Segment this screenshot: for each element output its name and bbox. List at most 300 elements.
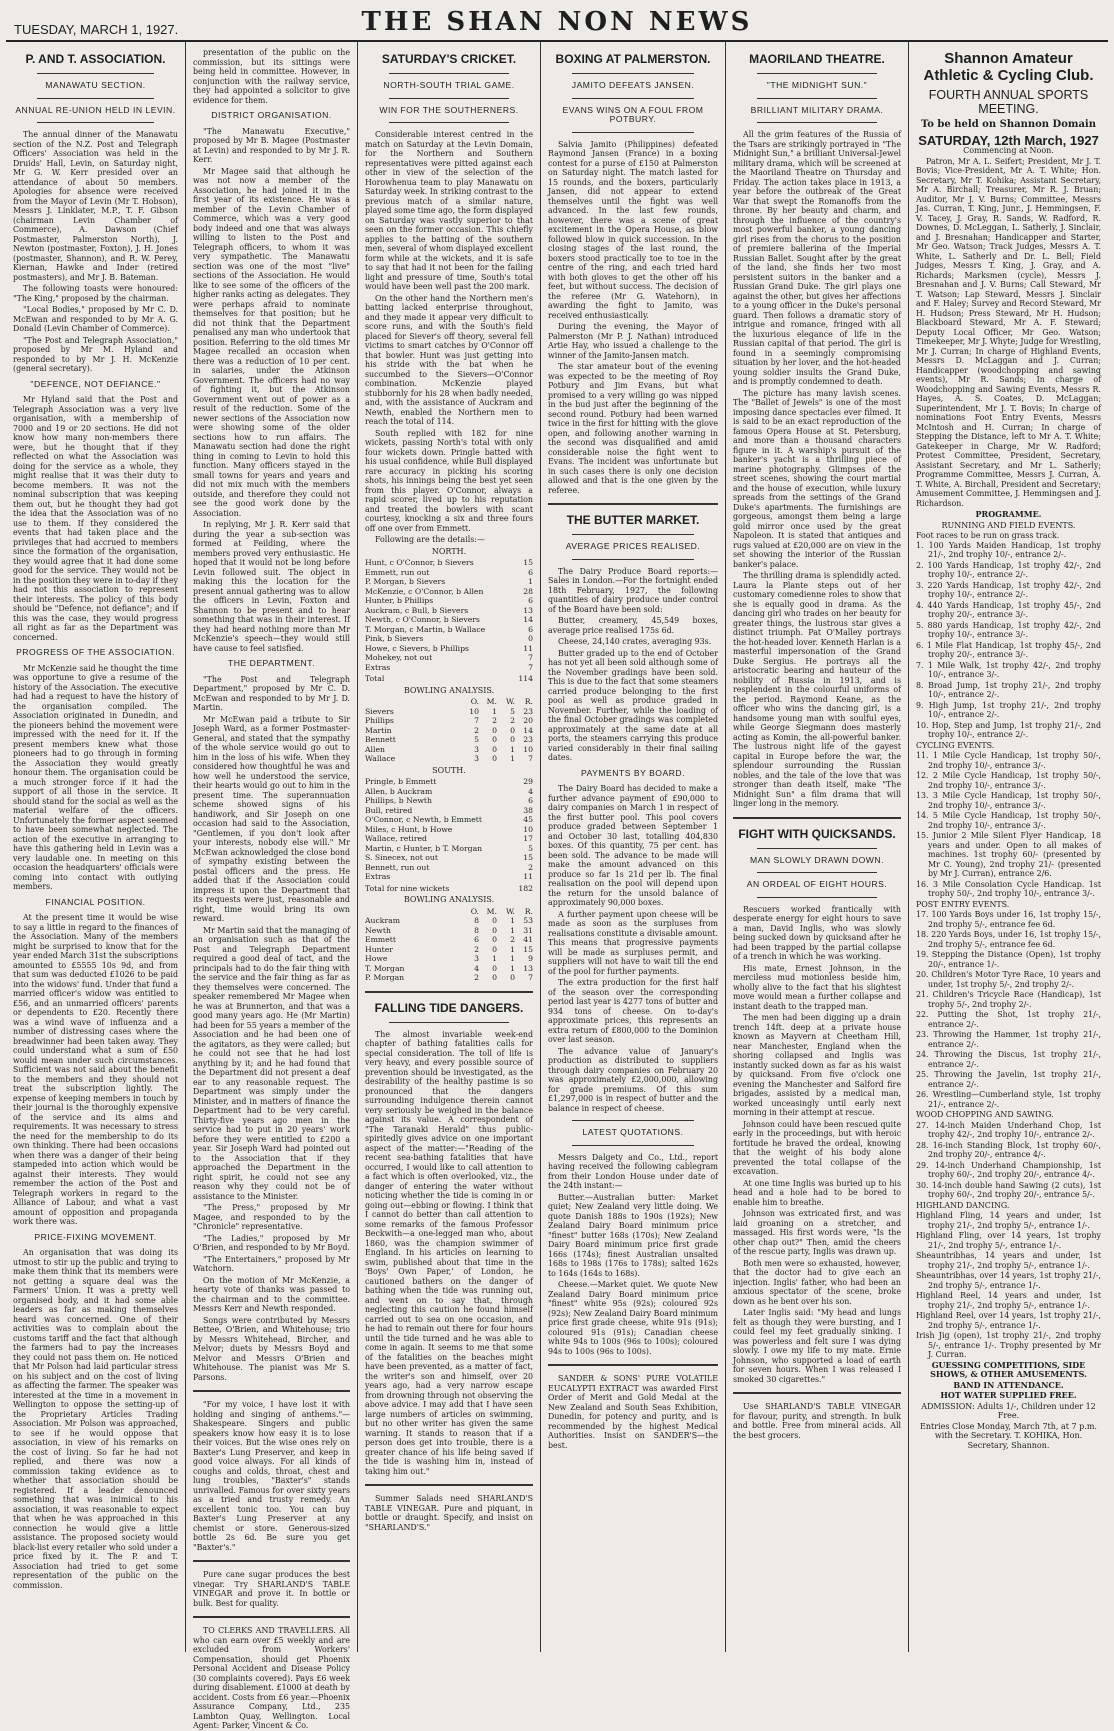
paragraph: Butter.—Australian butter: Market quiet; New Zealand very little doing. We quote Danish 188s to 190s (192s); New Zealand Dairy Board minimum price "finest" butter 168s (170s); New Zealand Dairy Board minimum price first grade 166s (174s); finest Australian unsalted 168s to 198s (176s to 178s); salted 162s to 164s (164s to 168s). (548, 1192, 718, 1278)
subhead: "THE MIDNIGHT SUN." (766, 80, 868, 90)
batsman-cell: Extras (365, 662, 391, 672)
article-body (733, 905, 901, 1385)
batsman-cell: Pink, b Sievers (365, 634, 424, 643)
stat-cell: 2 (474, 944, 479, 954)
divider (757, 122, 877, 123)
list-item: 5. 880 yards Handicap, 1st trophy 42/-, 2nd trophy 10/-, entrance 3/-. (916, 620, 1101, 639)
stat-cell: 9 (528, 954, 533, 963)
paragraph: At the present time it would be wise to say a little in regard to the finances of the Association. Many of the members might be surprised to know that for the year ended March 31st the subscriptions amounted to £5555 10s 9d, and from that sum was deducted £1026 to be paid into the widows' fund. Under that fund a married officer's widow was entitled to £56, and an unmarried officers' parents or dependents to £20. Recently there was a wind wave of influenza and a number of distressing cases where the breadwinner had been taken away. They could understand what a sum of £50 would mean under such circumstances. Sufficient was not said about the benefit to the members and they should not treat the subscription lightly. The expense of keeping members in touch by their journal is the thoroughly expensive of the service and its aims and requirements. It was necessary to stress the need for the membership to do its own thinking. There had been occasions when there was a danger of their being stampeded into action which would be against their interests. They would remember the action of the Post and Telegraph workers in regard to the Alliance of Labour, and what a vast amount of opposition and propaganda work there was. (13, 913, 178, 1226)
paragraph: "The Entertainers," proposed by Mr Watchorn. (193, 1254, 350, 1273)
issue-date: TUESDAY, MARCH 1, 1927. (14, 22, 179, 37)
list-item: HIGHLAND DANCING. (916, 1200, 1010, 1210)
table-row (365, 596, 533, 606)
subhead: DISTRICT ORGANISATION. (211, 110, 332, 120)
stat-cell: 1 (510, 963, 515, 973)
table-row (365, 745, 533, 755)
stat-cell: 0 (492, 963, 497, 973)
table-row (365, 735, 533, 745)
table-row (365, 916, 533, 926)
programme-note: Foot races to be run on grass track. (916, 531, 1060, 540)
table-row (365, 653, 533, 663)
paragraph: The advance value of January's production as distributed to suppliers through dairy companies on February 20 was approximately £2,000,000, allowing for grade premiums. Of this sum £1,297,000 is in respect of butter and the balance in respect of cheese. (548, 1046, 718, 1113)
list-item: 1. 100 Yards Maiden Handicap, 1st trophy 21/-, 2nd trophy 10/-, entrance 2/-. (916, 540, 1101, 559)
list-item: WOOD CHOPPING AND SAWING. (916, 1110, 1054, 1119)
batsman-cell: Mohekey, not out (365, 653, 433, 662)
list-item: 21. Children's Tricycle Race (Handicap), 1st trophy 5/-, 2nd trophy 2/-. (916, 990, 1101, 1009)
stat-cell: 1 (510, 954, 515, 963)
amusements-note: GUESSING COMPETITIONS, SIDE SHOWS, & OTHER AMUSEMENTS. (930, 1359, 1087, 1379)
paragraph: The Dairy Produce Board reports:—Sales in London.—For the fortnight ended 18th February, 1927, the following quantities of dairy produce under control of the Board have been sold: (548, 566, 718, 614)
divider (572, 73, 694, 74)
article-body (548, 784, 718, 1113)
table-row (365, 606, 533, 616)
stat-cell: 2 (510, 935, 515, 944)
headline-butter: THE BUTTER MARKET. (566, 513, 700, 527)
batsman-cell: Wallace, retired (365, 834, 427, 843)
list-item: 18. 220 Yards Boys, under 16, 1st trophy 15/-, 2nd trophy 5/-, entrance fee 6d. (916, 930, 1101, 949)
list-item: 15. Junior 2 Mile Silent Flyer Handicap, 18 years and under. Open to all makes of machines. 1st trophy 60/- (presented by Mr C. Young), 2nd trophy 21/- (presented by Mr J. Curran), entrance 2/6. (916, 831, 1101, 878)
bowler-cell: Martin (365, 725, 392, 735)
list-item: 27. 14-inch Maiden Underhand Chop, 1st trophy 42/-, 2nd trophy 10/-, entrance 2/-. (916, 1120, 1101, 1139)
list-item: 13. 3 Mile Cycle Handicap, 1st trophy 50/-, 2nd trophy 10/-, entrance 3/-. (916, 791, 1101, 810)
divider (193, 1616, 350, 1618)
paragraph: At one time Inglis was buried up to his head and a hole had to be bored to enable him to breathe. (733, 1178, 901, 1207)
subhead: EVANS WINS ON A FOUL FROM POTBURY. (562, 104, 704, 124)
batsman-cell: P. Morgan, b Sievers (365, 577, 446, 586)
header-cell: R. (524, 906, 533, 916)
stat-cell: 6 (474, 935, 479, 944)
batsman-cell: Extras (365, 872, 391, 881)
subhead: MAN SLOWLY DRAWN DOWN. (749, 854, 885, 865)
runs-cell: 38 (523, 805, 533, 815)
paragraph: The Dairy Board has decided to make a further advance payment of £90,000 to dairy companies on March 1 in respect of the first butter pool. This pool covers produce graded between September 1 and October 30 last, totalling 404,830 boxes. Of this quantity, 75 per cent. has been sold. The advance to be made will make the amount advanced on this produce so far 1s 21d per lb. The final realisation on the pool will depend upon the return for the unsold balance of approximately 90,000 boxes. (548, 784, 718, 907)
stat-cell: 1 (492, 706, 497, 716)
table-row (365, 754, 533, 764)
list-item: 8. Broad Jump, 1st trophy 21/-, 2nd trophy 10/-, entrance 2/-. (916, 680, 1101, 699)
stat-cell: 53 (523, 916, 533, 925)
stat-cell: 0 (510, 973, 515, 982)
runs-cell: 0 (528, 634, 533, 643)
paragraph: Mr Hyland said that the Post and Telegraph Association was a very live organisation, with a membership of 7000 and 19 or 20 sections. He did not know how many non-members there were, but he thought that if they reflected on what the Association was doing for the service as a whole, they might realise that it was their duty to become members. It was not the nominal subscription that was keeping them out, but he thought they had got the idea that the Association was of no use to them. If they considered the events that had taken place and the privileges that had accrued to members since the formation of the organisation, they would agree that it had done some good for the service. They would not be in the position they were in to-day if they had not this association to represent their interests. The policy of this body should be "Defence, not defiance"; and if this was the case, they would progress all right as far as the Department was concerned. (13, 395, 178, 642)
subhead: PRICE-FIXING MOVEMENT. (34, 1231, 157, 1242)
bowling-analysis-1 (365, 697, 533, 764)
hot-water-note: HOT WATER SUPPLIED FREE. (940, 1390, 1077, 1400)
paragraph: Johnson was extricated first, and was laid groaning on a stretcher, and massaged. His first words were, "Is the other chap out?" Then, amid the cheers of the rescue party, Inglis was drawn up. (733, 1209, 901, 1256)
stat-cell: 1 (510, 925, 515, 935)
stat-cell: 13 (523, 963, 533, 973)
runs-cell: 28 (523, 586, 533, 596)
header-cell: M. (486, 906, 497, 916)
stat-cell: 1 (492, 954, 497, 963)
article-body (365, 130, 533, 545)
list-item: 7. 1 Mile Walk, 1st trophy 42/-, 2nd trophy 10/-, entrance 3/-. (916, 660, 1101, 679)
table-row (365, 663, 533, 673)
stat-cell: 0 (492, 935, 497, 944)
divider (572, 559, 694, 560)
stat-cell: 7 (528, 973, 533, 982)
table-row (365, 707, 533, 717)
paragraph: Butter graded up to the end of October has not yet all been sold although some of the November gradings have been sold. This is due to the fact that some steamers carried produce belonging to the first pool as well as produce graded in November. Further, while the loading of the final October gradings was completed approximately at the same date at all ports, the steamers carrying this produce varied considerably in their final sailing dates. (548, 648, 718, 762)
stat-cell: 23 (523, 735, 533, 744)
table-row (365, 644, 533, 654)
batsman-cell: McKenzie, c O'Connor, b Allen (365, 586, 484, 596)
table-row (365, 625, 533, 635)
runs-cell: 29 (523, 777, 533, 786)
sanders-advertisement: SANDER & SONS' PURE VOLATILE EUCALYPTI EXTRACT was awarded First Order of Merit and Gold Medal at the New Zealand and South Seas Exhibition, Dunedin, for potency and purity, and is recommended by the highest Medical Authorities. Insist on SANDER'S—the best. (548, 1374, 718, 1450)
batsman-cell: Auckram, c Bull, b Sievers (365, 605, 469, 615)
stat-cell: 0 (492, 754, 497, 763)
bowling-title: BOWLING ANALYSIS. (403, 895, 495, 904)
divider (389, 1022, 509, 1023)
subhead: LATEST QUOTATIONS. (582, 1127, 684, 1137)
table-row (365, 787, 533, 797)
subhead: FINANCIAL POSITION. (45, 896, 146, 907)
article-body (13, 130, 178, 374)
stat-cell: 2 (474, 973, 479, 982)
runs-cell: 7 (528, 653, 533, 662)
bowler-cell: Bennett (365, 735, 396, 744)
paragraph: Salvia Jamito (Philippines) defeated Raymond Jansen (France) in a boxing contest for a purse of £150 at Palmerston on Saturday night. The match lasted for 15 rounds, and the boxers, particularly Jansen, did not appear to extend themselves until the fight was well advanced. In the last few rounds, however, there was a scene of great excitement in the Opera House, as blow followed blow in quick succession. In the closing stages of the last round, the boxers stood practically toe to toe in the centre of the ring, and each tried hard with both gloves to get the other off his feet, but without success. The decision of the referee (Mr G. Watehorn), in awarding the fight to Jamito, was received enthusiastically. (548, 139, 718, 320)
runs-cell: 17 (523, 834, 533, 843)
header-cell: W. (506, 906, 515, 916)
runs-cell: 7 (528, 662, 533, 672)
runs-cell: 45 (523, 815, 533, 824)
batsman-cell: Bennett, run out (365, 862, 430, 872)
column-6-sports-advert (909, 42, 1108, 1652)
bowler-cell: Phillips (365, 716, 394, 725)
paragraph: South replied with 182 for nine wickets, passing North's total with only four wickets down. Pringle batted with his usual confidence, while Bull displayed rare accuracy in picking his scoring shots, his innings being the best yet seen from this player. O'Connor, always a rapid scorer, lived up to his reputation and treated the bowlers with scant courtesy, knocking a six and three fours off one over from Emmett. (365, 428, 533, 533)
paragraph: Both men were so exhausted, however, that the doctor had to give each an injection. Inglis' father, who had been an anxious spectator of the scene, broke down as he bent over his son. (733, 1258, 901, 1306)
club-title: Shannon Amateur Athletic & Cycling Club. (923, 50, 1094, 84)
paragraph: Messrs Dalgety and Co., Ltd., report having received the following cablegram from their London House under date of the 24th instant:— (548, 1152, 718, 1190)
column-5 (726, 42, 909, 1652)
paragraph: Mr Martin said that the managing of an organisation such as that of the Post and Telegraph Department required a good deal of tact, and the principals had to do the fair thing with the service and the fair thing as far as they themselves were concerned. The speaker remembered Mr Magee when he was at Brunnerton, and that was a good many years ago. He (Mr Martin) had been for 55 years a member of the Association and he had been one of the agitators, as they were called; but he could not see that he had lost anything by it; and he had found that the Department did not present a deaf ear to any reasonable request. The Department was simply under the Minister, and in matters of finance the Department had to be very careful. Thirty-five years ago men in the service had to put in 20 years' work before they were entitled to £200 a year. Sir Joseph Ward had pointed out to the Association that if they approached the Department in the right spirit, he could not see any reason why they could not be of assistance to the Minister. (193, 925, 350, 1201)
list-item: 2. 100 Yards Handicap, 1st trophy 42/-, 2nd trophy 10/-, entrance 2/-. (916, 560, 1101, 579)
header-cell: M. (486, 697, 497, 706)
paragraph: In replying, Mr J. R. Kerr said that during the year a sub-section was formed at Feilding, where the members proved very enthusiastic. He hoped that it would not be long before Levin followed suit. The object in making this the location for the present annual gathering was to allow the officers in Levin, Foxton and Shannon to be present and to hear something that was in their interest. If they had heard nothing more than Mr McKenzie's speech—they would still have cause to feel satisfied. (193, 520, 350, 653)
divider (37, 98, 154, 99)
list-item: 25. Throwing the Javelin, 1st trophy 21/-, entrance 2/-. (916, 1070, 1101, 1089)
headline-cricket: SATURDAY'S CRICKET. (381, 52, 517, 66)
divider (193, 1390, 350, 1392)
stat-cell: 8 (474, 925, 479, 935)
paragraph: Cheese.—Market quiet. We quote New Zealand Dairy Board minimum price "finest" white 95s (92s); coloured 92s (92s); New Zealand Dairy Board minimum price first grade cheese, white 91s (91s); coloured 91s (91s); Canadian cheese white 94s to 100s (96s to 100s); coloured 94s to 100s (96s to 100s). (548, 1280, 718, 1356)
list-item: Highland Fling, 14 years and under, 1st trophy 21/-, 2nd trophy 5/-, entrance 1/-. (916, 1211, 1101, 1230)
stat-cell: 2 (474, 725, 479, 735)
divider (365, 991, 533, 993)
stat-cell: 0 (492, 973, 497, 982)
stat-cell: 1 (510, 744, 515, 754)
officials-list: Patron, Mr A. L. Seifert; President, Mr J. T. Bovis; Vice-President, Mr A. T. White; Hon. Secretary, Mr T. Kohika; Assistant Secretary, Mr A. Birchall; Treasurer, Mr R. J. Bruan; Auditor, Mr J. V. Burns; Committee, Messrs Jas. Curran, T. King, Junr., J. Hemmingsen, F. V. Tacey, J. Gray, R. Sands, W. Radford, R. Downes, D. McLeggan, L. Satherly, J. Sinclair, and J. Bresnahan; Handicapper and Starter, Mr Geo. Watson; Track Judges, Messrs A. T. White, L. Satherly and Dr. L. Bell; Field Judges, Messrs T. King, J. Gray, and A. Richards; Marksmen (cycle), Messrs J. Bresnahan and J. V. Burns; Call Steward, Mr T. Watson; Lap Steward, Messrs J. Sinclair and F. Haley; Survey and Record Steward, Mr H. Hudson; Press Steward, Mr H. Hudson; Blackboard Steward, Mr A. F. Steward; Deputy Local Officer, Mr Geo. Watson; Timekeeper, Mr J. Whyte; Judge for Wrestling, Mr J. Curran; In charge of Highland Events, Messrs D. McLaggan and J. Curran; Handicapper (woodchopping and sawing events), Mr R. Sands; In charge of Woodchopping and Sawing Events, Messrs R. Hayes, A. S. Coates, D. McLaggan; Superintendent, Mr J. T. Bovis; In charge of nominations Foot Entry Events, Messrs McIntosh and H. Curran; In charge of Stepping the Distance, left to Mr A. T. White; Gatekeeper in Charge, Mr W. Radford; Protest Committee, President, Secretary, Assistant Secretary, and Mr L. Satherly; Programme Committee, Messrs J. Curran, A. T. White, A. Birchall, President and Secretary; Amusement Committee, J. Hemmingsen and J. Richardson. (916, 156, 1101, 508)
subhead: JAMITO DEFEATS JANSEN. (571, 80, 695, 90)
table-row (365, 815, 533, 825)
divider (548, 503, 718, 505)
article-body (193, 675, 350, 1383)
paragraph: "The Post and Telegraph Department," proposed by Mr C. D. McEwan and responded to by Mr J. D. Martin. (193, 674, 350, 712)
subhead: THE DEPARTMENT. (228, 658, 315, 668)
paragraph: The following toasts were honoured: "The King," proposed by the chairman. (13, 284, 178, 303)
meeting-title: FOURTH ANNUAL SPORTS MEETING. (928, 88, 1089, 116)
paragraph: The almost invariable week-end chapter of bathing fatalities calls for special consideration. The toll of life is very heavy, and every possible source of prevention should be investigated, as the desirability of the healthy pastime is so pronounced that the dangers surrounding indulgence therein cannot very seriously be weighed in the balance against its value. A correspondent of "The Taranaki Herald" thus public-spiritedly gives advice on one important aspect of the matter:—"Reading of the recent sea-bathing fatalities that have occurred, I would like to call attention to a fact which is often overlooked, viz., the danger of entering the water without noticing whether the tide is coming in or going out—ebbing or flowing. I think that I cannot do better than call attention to some remarks of the famous Professor Beckwith—a one-legged man who, about 1860, was the champion swimmer of England. In his articles on learning to swim, published about that time in the 'Boys' Own Paper,' of London, he cautioned bathers on the danger of bathing when the tide was running out, and went on to say that, through neglecting this caution he found himself carried out to sea on one occasion, and he had to remain out there for four hours until the tide turned and he was able to come in again. It seems to me that some of the fatalities on the beaches might have been prevented, as a matter of fact, the writer's son and himself, over 20 years ago, had a very narrow escape from drowning through not observing the above advice. I may add that I have seen large numbers of articles on swimming, but no other writer has given the same warning. It stands to reason that if a person does get into trouble, there is a greater chance of his life being saved if the tide is washing him in, instead of taking him out." (365, 1029, 533, 1476)
column-1 (6, 42, 186, 1652)
table-row (365, 884, 533, 894)
stat-cell: 1 (510, 944, 515, 954)
column-4 (541, 42, 726, 1652)
list-item: 4. 440 Yards Handicap, 1st trophy 45/-, 2nd trophy 20/-, entrance 3/-. (916, 600, 1101, 619)
paragraph: During the evening, the Mayor of Palmerston (Mr P. J. Nathan) introduced Artie Hay, who issued a challenge to the winner of the Jamito-Jansen match. (548, 322, 718, 360)
paragraph: On the motion of Mr McKenzie, a hearty vote of thanks was passed to the chairman and to the committee. Messrs Kerr and Newth responded. (193, 1275, 350, 1313)
stat-cell: 23 (523, 706, 533, 716)
list-item: Sheauntribhas, over 14 years, 1st trophy 21/-, 2nd trophy 5/-, entrance 1/-. (916, 1271, 1101, 1290)
article-body (548, 567, 718, 763)
table-row (365, 945, 533, 955)
batsman-cell: Bull, retired (365, 805, 413, 815)
total-value: 114 (518, 674, 533, 683)
bowling-analysis-2 (365, 907, 533, 983)
header-cell: W. (506, 697, 515, 706)
bowler-cell: T. Morgan (365, 963, 405, 973)
list-item: 3. 220 Yards Handicap, 1st trophy 42/-, 2nd trophy 10/-, entrance 2/-. (916, 580, 1101, 599)
subhead: AN ORDEAL OF EIGHT HOURS. (746, 879, 888, 889)
bowler-cell: Emmett (365, 935, 396, 944)
table-row (365, 674, 533, 684)
headline-theatre: MAORILAND THEATRE. (749, 52, 885, 66)
table-row (365, 935, 533, 945)
stat-cell: 5 (510, 706, 515, 716)
runs-cell: 2 (528, 862, 533, 872)
runs-cell: 13 (523, 605, 533, 615)
runs-cell: 6 (528, 567, 533, 577)
divider (757, 897, 877, 898)
runs-cell: 15 (523, 853, 533, 862)
table-row (365, 973, 533, 983)
bowling-title: BOWLING ANALYSIS. (403, 685, 495, 695)
paragraph: The thrilling drama is splendidly acted. Laura la Plante steps out of her customary comedienne roles to show that she is equally good in drama. As the dancing girl who trades on her beauty for greater things, the lustrous star gives a distinct triumph. Pat O'Malley portrays the hot-headed lover. Kenneth Harlan is a masterful impersonation of the Grand Duke Sergius. He portrays all the aristocratic bearing and hauteur of the nobility of Russia in 1913, and is resplendent in the colourful uniforms of the period. Raymond Keane, as the officer who wins the dancing girl, is a handsome young man with soulful eyes, while George Siegmann does masterly acting as Komin, the all-powerful banker. The lustrous night life of the gayest capital in Europe before the war, the splendour surrounding the Russian nobles, and the tale of the love that was stronger than death itself, make "The Midnight Sun" a film drama that will linger long in the memory. (733, 571, 901, 808)
bowler-cell: Sievers (365, 706, 394, 716)
table-row (365, 853, 533, 863)
stat-cell: 41 (523, 935, 533, 944)
column-2 (186, 42, 358, 1730)
batsman-cell: Howe, c Sievers, b Phillips (365, 643, 469, 653)
stat-cell: 20 (523, 716, 533, 725)
batsman-cell: Emmett, run out (365, 567, 430, 577)
south-scorecard (365, 777, 533, 882)
article-body (13, 664, 178, 892)
paragraph: The annual dinner of the Manawatu section of the N.Z. Post and Telegraph Officers' Association was held in the Druids' Hall, Levin, on Saturday night, Mr G. W. Kerr presided over an attendance of about 50 members. Apologies for absence were received from the Mayor of Levin (Mr T. Hobson), Messrs J. Linklater, M.P., T. F. Gibson (chairman Levin Chamber of Commerce), A. Dawson (Chief Postmaster, Palmerston North), J. Newton (postmaster, Foxton), J. H. Jones (postmaster, Shannon), and R. W. Perey, Kiernan, Hawke and Inder (retired postmasters), and Mr J. B. Bateman. (13, 130, 178, 282)
table-row (365, 796, 533, 806)
stat-cell: 2 (510, 716, 515, 725)
stat-cell: 5 (474, 735, 479, 744)
stat-cell: 3 (474, 754, 479, 763)
subhead: PROGRESS OF THE ASSOCIATION. (16, 647, 175, 657)
divider (757, 73, 877, 74)
divider (572, 1145, 694, 1146)
batsman-cell: Miles, c Hunt, b Howe (365, 824, 453, 834)
table-row (365, 872, 533, 882)
stat-cell: 0 (492, 925, 497, 935)
stat-cell: 10 (523, 744, 533, 754)
subhead: NORTH-SOUTH TRIAL GAME. (383, 80, 515, 90)
list-item: 20. Children's Motor Tyre Race, 10 years and under, 1st trophy 5/-, 2nd trophy 2/-. (916, 970, 1101, 989)
table-row (365, 568, 533, 578)
divider (572, 534, 694, 535)
stat-cell: 1 (510, 916, 515, 925)
paragraph: All the grim features of the Russia of the Tsars are strikingly portrayed in "The Midnight Sun," a brilliant Universal-Jewel military drama, which will be screened at the Maoriland Theatre on Thursday and Friday. The action takes place in 1913, a year before the outbreak of the Great War that swept the Romanoffs from the throne. By her beauty and charm, and through the influence of the country's most powerful banker, a young dancing girl rises from the chorus to the position of premiere ballerina of the Imperial Russian Ballet. Sought after by the great of the land, she finds her two most persistent suitors in the banker and a Russian Grand Duke. The girl plays one against the other, but gives her affections to a young officer in the Duke's personal guard. Then follows a dramatic story of intrigue and romance, fringed with all the luxurious elegance of life in the Russian capital of that period. The girl is found in a seemingly compromising situation by her lover, and the hot-headed young soldier insults the Grand Duke, and is promptly condemned to death. (733, 130, 901, 386)
list-item: 17. 100 Yards Boys under 16, 1st trophy 15/-, 2nd trophy 5/-, entrance fee 6d. (916, 910, 1101, 929)
south-total (365, 884, 533, 894)
bowler-cell: Howe (365, 954, 388, 963)
start-time: Commencing at Noon. (963, 146, 1054, 155)
paragraph: On the other hand the Northern men's batting lacked enterprise throughout, and they made it appear very difficult to score runs, and with the South's field placed for Siever's off theory, several fell victims to smart catches by O'Connor off that bowler. Hunt was just getting into his stride with the bat when he succumbed to the Sievers—O'Connor combination. McKenzie played stubbornly for his 28 when badly needed, and, with the assistance of Auckram and Newth, enabled the Northern men to reach the total of 114. (365, 293, 533, 426)
header-cell (365, 697, 461, 707)
runs-cell: 11 (523, 643, 533, 653)
divider (733, 817, 901, 819)
paragraph: "Local Bodies," proposed by Mr C. D. McEwan and responded to by Mr A. G. Donald (Levin Chamber of Commerce). (13, 305, 178, 333)
bowler-cell: Hunter (365, 944, 393, 954)
stat-cell: 2 (492, 716, 497, 725)
runs-cell: 14 (523, 615, 533, 624)
subhead: AVERAGE PRICES REALISED. (565, 541, 701, 551)
bowler-cell: Newth (365, 925, 391, 935)
divider (572, 1120, 694, 1121)
list-item: 14. 5 Mile Cycle Handicap, 1st trophy 50/-, 2nd trophy 10/-, entrance 3/-. (916, 811, 1101, 830)
newspaper-title: THE SHAN NON NEWS (361, 7, 753, 37)
article-body (13, 395, 178, 642)
list-item: 29. 14-inch Underhand Championship, 1st trophy 60/-, 2nd trophy 20/-, entrance 4/-. (916, 1160, 1101, 1179)
stat-cell: 0 (510, 725, 515, 735)
batsman-cell: Phillips, b Newth (365, 796, 432, 805)
list-item: 26. Wrestling—Cumberland style, 1st trophy 21/-, entrance 2/-. (916, 1090, 1101, 1109)
divider (757, 848, 877, 849)
north-total (365, 674, 533, 684)
table-row (365, 954, 533, 964)
baxters-advertisement: "For my voice, I have lost it with holding and singing of anthems."—Shakespeare. Singers and public speakers know how easy it is to lose their voices. But the wise ones rely on Baxter's Lung Preserver, and keep in good voice always. For all kinds of coughs and colds, throat, chest and lung troubles, "Baxter's" stands unrivalled. Famous for over sixty years as a tried and trusty remedy. An excellent tonic too. You can buy Baxter's Lung Preserver at any chemist or store. Generous-sized bottle 2s 6d. Be sure you get "Baxter's." (193, 1400, 350, 1552)
team-south-title: SOUTH. (432, 765, 466, 775)
paragraph: Mr McKenzie said he thought the time was opportune to give a resume of the history of the Association. The executive had had a request to have the history of the organisation compiled. The Association originated in Dunedin, and the pioneers behind the movement were impressed with the need for it. If the present members knew what those pioneers had to go through in forming the Association they would greatly honour them. The organisation could be a much stronger force if it had the support of all those in the service. It should stand for the social as well as the material welfare of the officers. Unfortunately the former aspect seemed to have been somewhat neglected. The action of the executive in arranging to have this gathering held in Levin was a very laudable one. In meeting on this occasion the headquarters' officials were coming into contact with outlying members. (13, 663, 178, 891)
table-row (365, 844, 533, 854)
divider (757, 872, 877, 873)
table-row (365, 726, 533, 736)
meeting-date: SATURDAY, 12th March, 1927 (918, 132, 1099, 148)
list-item: 30. 14-inch double hand Sawing (2 cuts), 1st trophy 60/-, 2nd trophy 20/-, entrance 5/-. (916, 1180, 1101, 1199)
stat-cell: 31 (523, 925, 533, 935)
paragraph: Mr Magee said that although he was not now a member of the Association, he had joined it in the first year of its existence. He was a member of the Levin Chamber of Commerce, which was a very good body indeed and one that was always willing to listen to the Post and Telegraph officers, to whom it was very sympathetic. The Manawatu section was one of the most "live" sections of the Association. He would like to see some of the officers of the higher ranks acting as delegates. They were perhaps afraid to nominate themselves for that position; but he did not think that the Department penalised any man who undertook that position. Referring to the old times Mr Magee recalled an occasion when there was a reduction of 10 per cent. in salaries, under the Atkinson Government. The officers had no way of fighting it, but the Atkinson Government went out of power as a result of the reduction. Some of the newer sections of the Association now were showing some of the older sections how to run affairs. The Manawatu section had done the right thing in coming to Levin to hold this function. Many officers stayed in the small towns for years and years and did not mix much with the members outside, and therefore they could not see the good work done by the Association. (193, 166, 350, 518)
stat-cell: 0 (492, 944, 497, 954)
article-body (365, 1030, 533, 1477)
article-body (733, 130, 901, 809)
bowler-cell: Auckram (365, 916, 401, 925)
stat-cell: 3 (474, 744, 479, 754)
paragraph: The picture has many lavish scenes. The "Ballet of Jewels" is one of the most imposing dance spectacles ever filmed. It is said to be an exact reproduction of the famous Opera House at St. Petersburg, and more than a thousand characters figure in it. A warship's pursuit of the banker's yacht is a thrilling piece of marine photography. Glimpses of the street scenes, showing the court martial and the house of execution, while luxury spreads from the settings of the Grand Duke's apartments. The furnishings are gorgeous, amongst them being a large gold mirror once used by the great Napoleon. It is stated that antiques and rugs valued at £20,000 are on view in the set showing the interior of the Russian banker's palace. (733, 388, 901, 569)
header-cell: O. (470, 906, 479, 916)
table-header (365, 907, 533, 917)
paragraph: Songs were contributed by Messrs Bettee, O'Brien, and Whitehouse; trio by Messrs Whitehead, Bircher, and Melvor; duets by Messrs Boyd and Melvor and Messrs O'Brien and Whitehouse. The pianist was Mr S. Parsons. (193, 1315, 350, 1382)
band-note: BAND IN ATTENDANCE. (953, 1379, 1064, 1390)
list-item: CYCLING EVENTS. (916, 740, 995, 750)
stat-cell: 3 (474, 954, 479, 963)
list-item: 22. Putting the Shot, 1st trophy 21/-, entrance 2/-. (916, 1010, 1101, 1029)
list-item: Highland Reel, 14 years and under, 1st trophy 21/-, 2nd trophy 5/-, entrance 1/-. (916, 1291, 1101, 1310)
batsman-cell: Martin, c Hunter, b T. Morgan (365, 843, 483, 853)
divider (733, 1392, 901, 1394)
paragraph: Butter, creamery, 45,549 boxes, average price realised 175s 6d. (548, 616, 718, 635)
subhead: "DEFENCE, NOT DEFIANCE." (30, 378, 161, 389)
list-item: 10. Hop, Step and Jump, 1st trophy 21/-, 2nd trophy 10/-, entrance 2/-. (916, 720, 1101, 739)
list-item: 9. High Jump, 1st trophy 21/-, 2nd trophy 10/-, entrance 2/-. (916, 700, 1101, 719)
divider (389, 122, 509, 123)
stat-cell: 10 (469, 706, 479, 716)
paragraph: "The Press," proposed by Mr Magee, and responded to by the "Chronicle" representative. (193, 1203, 350, 1231)
paragraph: A further payment upon cheese will be made as soon as the surpluses from realisations constitute a divisable amount. This means that progressive payments will be made as surpluses permit, and suppliers will not have to wait till the end of the pool for further payments. (548, 909, 718, 976)
stat-cell: 0 (492, 916, 497, 925)
stat-cell: 14 (523, 725, 533, 735)
paragraph: The star amateur bout of the evening was expected to be the meeting of Roy Potbury and Jim Evans, but what promised to a very willing go was nipped in the bud just after the beginning of the second round. Potbury had been warned twice in the first for hitting with the glove open, and following another warning in the second was disqualified and amid considerable noise the fight went to Evans. The incident was unfortunate but in such cases there is only one decision allowed and that is the one given by the referee. (548, 362, 718, 495)
subhead: WIN FOR THE SOUTHERNERS. (379, 104, 519, 115)
stat-cell: 15 (523, 944, 533, 954)
paragraph: Cheese, 24,140 crates, averaging 93s. (558, 637, 712, 646)
stat-cell: 7 (528, 754, 533, 763)
runs-cell: 6 (528, 596, 533, 605)
article-body (193, 127, 350, 654)
paragraph: His mate, Ernest Johnson, in the merciless mud motionless beside him, wholly alive to the fact that his slightest move would mean a further collapse and instant death to the trapped man. (733, 963, 901, 1011)
stat-cell: 8 (474, 916, 479, 925)
programme-title: PROGRAMME. (975, 509, 1042, 519)
divider (389, 73, 509, 74)
paragraph: The extra production for the first half of the season over the corresponding period last year is 4277 tons of butter and 934 tons of cheese. On to-day's approximate prices, this represents an extra return of £800,000 to the Dominion over last season. (548, 978, 718, 1044)
paragraph: Rescuers worked frantically with desperate energy for eight hours to save a man, David Inglis, who was slowly being sucked down by quicksand after he had been trapped by the partial collapse of a trench in which he was working. (733, 904, 901, 961)
venue: To be held on Shannon Domain (920, 119, 1096, 130)
batsman-cell: Allen, b Auckram (365, 786, 433, 796)
masthead (6, 8, 1108, 42)
table-row (365, 716, 533, 726)
total-value: 182 (518, 883, 533, 893)
runs-cell: 4 (528, 786, 533, 796)
north-scorecard (365, 558, 533, 672)
paragraph: "The Post and Telegraph Association," proposed by Mr M. Hyland and responded to by Mr J. H. McKenzie (general secretary). (13, 335, 178, 373)
table-row (365, 964, 533, 974)
table-header (365, 697, 533, 707)
list-item: 16. 3 Mile Consolation Cycle Handicap. 1st trophy 50/-, 2nd trophy 10/-, entrance 3/-. (916, 879, 1101, 898)
divider (572, 98, 694, 99)
runs-cell: 1 (528, 577, 533, 586)
article-body (548, 140, 718, 496)
header-cell: R. (524, 697, 533, 706)
header-cell: O. (470, 697, 479, 706)
paragraph: Later Inglis said: "My head and lungs felt as though they were bursting, and I could feel my feet gradually sinking. I was powerless and felt sure I was dying slowly. I owe my life to my mate. Ernie Johnson, who supported a load of earth for seven hours. When I was released I smoked 30 cigarettes." (733, 1308, 901, 1384)
team-north-title: NORTH. (431, 546, 467, 556)
runs-cell: 6 (528, 796, 533, 805)
list-item: POST ENTRY EVENTS. (916, 899, 1010, 909)
paragraph: An organisation that was doing its utmost to stir up the public and trying to make them think that its members were not getting a square deal was the Farmers' Union. It was a pretty well organised body, and it had some able leaders as far as making themselves heard was concerned. One of their activities was to complain about the customs tariff and the fact that although the farmers had to pay the increases they could not pass them on. He noticed that Mr Polson had laid particular stress on his subject and on the cost of living as affecting the farmer. The speaker was interested at the time in a movement in Wellington to oppose the setting-up of the Proprietary Articles Trading Association. Mr Polson was approached, to see if he would oppose that association, in view of his remarks on the cost of living. So far he had not replied, and there was now a commission taking evidence as to whether that association should be registered. If a leader denounced something that was inimical to his association, it was reasonable to expect that when he was approached in this connection he would give a little assistance. The proposed society would black-list every retailer who sold under a price fixed by it. The P. and T. Association had tried to get some representation of the public on the commission. (13, 1248, 178, 1590)
list-item: 19. Stepping the Distance (Open), 1st trophy 20/-, entrance 1/-. (916, 950, 1101, 969)
article-body (548, 1153, 718, 1357)
subhead: MANAWATU SECTION. (45, 80, 146, 90)
paragraph: presentation of the public on the commission, but its sittings were being held in committee. However, in conjunction with the railway service, they had appointed a solicitor to give evidence for them. (193, 48, 350, 105)
list-item: 24. Throwing the Discus, 1st trophy 21/-, entrance 2/-. (916, 1050, 1101, 1069)
list-item: Irish Jig (open), 1st trophy 21/-, 2nd trophy 5/-, entrance 1/-. Trophy presented by Mr J. Curran. (916, 1331, 1101, 1359)
programme-subtitle: RUNNING AND FIELD EVENTS. (941, 520, 1076, 530)
list-item: Highland Fling, over 14 years, 1st trophy 21/-, 2nd trophy 5/-, entrance 1/-. (916, 1231, 1101, 1250)
divider (548, 1364, 718, 1366)
stat-cell: 1 (510, 754, 515, 763)
table-row (365, 825, 533, 835)
table-row (365, 634, 533, 644)
batsman-cell: T. Morgan, c Martin, b Wallace (365, 624, 486, 634)
batsman-cell: Newth, c O'Connor, b Sievers (365, 615, 480, 624)
paragraph: The men had been digging up a drain trench 14ft. deep at a private house known as Mayvern at Cheetham Hill, near Manchester, England when the shoring collapsed and Inglis was instantly sucked down as far as his waist by quicksand. From five o'clock one evening the Manchester and Salford fire brigades, assisted by a medical man, worked unceasingly until early next morning in their attempt at rescue. (733, 1013, 901, 1117)
divider (37, 122, 154, 123)
runs-cell: 6 (528, 624, 533, 634)
